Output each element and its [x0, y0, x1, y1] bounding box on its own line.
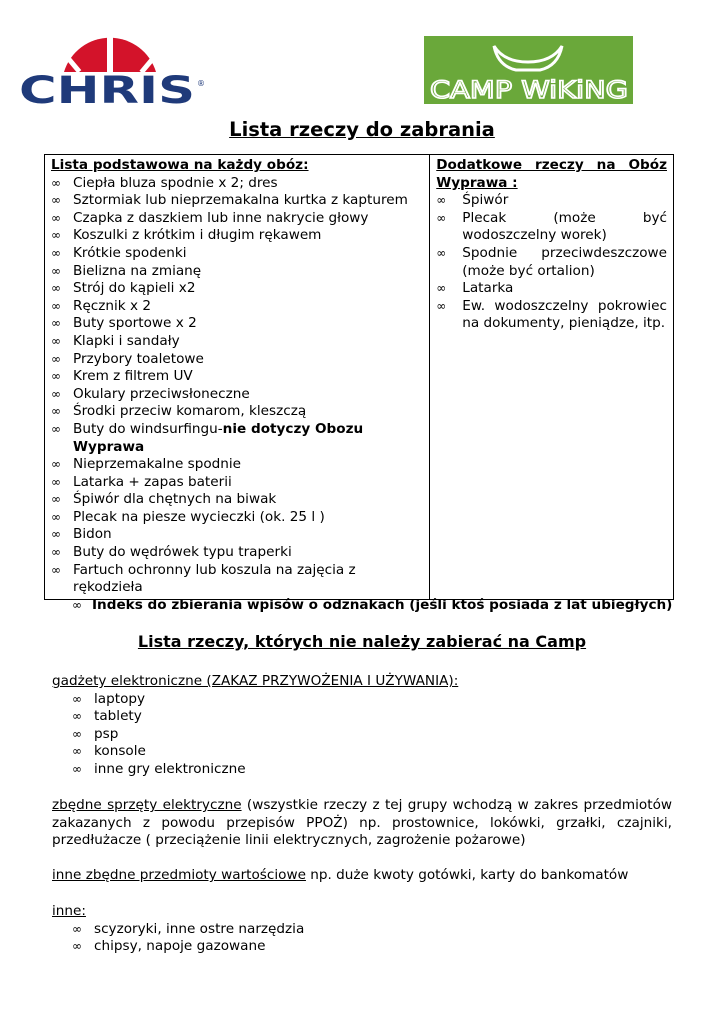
infinity-bullet-icon: ∞	[72, 761, 82, 776]
list-item: ∞ psp	[72, 725, 119, 742]
list-item: ∞ Fartuch ochronny lub koszula na zajęcia z rękodzieła	[51, 561, 356, 596]
other-list	[72, 921, 672, 956]
basic-list-cell	[45, 155, 430, 600]
infinity-bullet-icon: ∞	[51, 175, 61, 190]
infinity-bullet-icon: ∞	[436, 210, 447, 225]
list-item: ∞ Ew. wodoszczelny pokrowiec na dokumenty, pieniądze, itp.	[436, 297, 667, 332]
list-item: ∞ tablety	[72, 708, 142, 725]
infinity-bullet-icon: ∞	[51, 351, 61, 366]
list-item: ∞ Klapki i sandały	[51, 332, 180, 349]
infinity-bullet-icon: ∞	[436, 281, 447, 296]
infinity-bullet-icon: ∞	[51, 193, 61, 208]
infinity-bullet-icon: ∞	[51, 404, 61, 419]
infinity-bullet-icon: ∞	[51, 527, 61, 542]
section-subtitle: Lista rzeczy, których nie należy zabierać na Camp	[137, 632, 587, 651]
registered-mark: ®	[197, 79, 205, 88]
list-item: ∞ Przybory toaletowe	[51, 350, 204, 367]
list-item: ∞ laptopy	[72, 690, 146, 707]
infinity-bullet-icon: ∞	[72, 744, 82, 759]
items-table	[44, 154, 674, 600]
electronics-section	[52, 673, 672, 779]
infinity-bullet-icon: ∞	[51, 562, 61, 577]
camp-logo-text: CAMP WiKiNG	[430, 76, 628, 104]
list-item: ∞ inne gry elektroniczne	[72, 760, 246, 777]
electrical-heading: zbędne sprzęty elektryczne	[52, 797, 242, 813]
list-item: ∞ scyzoryki, inne ostre narzędzia	[72, 920, 305, 937]
extra-list-cell	[430, 155, 674, 600]
infinity-bullet-icon: ∞	[51, 333, 61, 348]
infinity-bullet-icon: ∞	[72, 598, 82, 612]
infinity-bullet-icon: ∞	[72, 709, 82, 724]
infinity-bullet-icon: ∞	[51, 298, 61, 313]
infinity-bullet-icon: ∞	[51, 545, 61, 560]
other-section	[52, 903, 672, 956]
basic-list	[51, 175, 423, 597]
list-item: ∞ Nieprzemakalne spodnie	[51, 456, 242, 473]
list-item: ∞ Ciepła bluza spodnie x 2; dres	[51, 174, 278, 191]
list-item: ∞ konsole	[72, 743, 146, 760]
infinity-bullet-icon: ∞	[51, 281, 61, 296]
chris-logo-text: CHRIS	[19, 69, 195, 110]
infinity-bullet-icon: ∞	[51, 386, 61, 401]
infinity-bullet-icon: ∞	[51, 369, 61, 384]
list-item-windsurf: ∞ Buty do windsurfingu-nie dotyczy Obozu Wyprawa	[51, 420, 364, 455]
infinity-bullet-icon: ∞	[436, 193, 447, 208]
valuables-text: np. duże kwoty gotówki, karty do bankomatów	[305, 867, 629, 883]
extra-list-heading: Dodatkowe rzeczy na Obóz Wyprawa :	[436, 157, 667, 191]
list-item: ∞ Sztormiak lub nieprzemakalna kurtka z kapturem	[51, 192, 408, 209]
list-item: ∞ Spodnie przeciwdeszczowe (może być ortalion)	[436, 244, 667, 279]
electrical-text: (wszystkie rzeczy z tej grupy wchodzą w zakres przedmiotów zakazanych z powodu przepisów PPOŻ) np. prostownice, lokówki, grzałki, czajniki, przedłużacze ( przeciążenie linii elektrycznych, zagrożenie pożarowe)	[52, 797, 673, 849]
infinity-bullet-icon: ∞	[51, 492, 61, 507]
list-item: ∞ Koszulki z krótkim i długim rękawem	[51, 227, 322, 244]
infinity-bullet-icon: ∞	[51, 316, 61, 331]
list-item: ∞ Strój do kąpieli x2	[51, 280, 196, 297]
list-item: ∞ Bidon	[51, 526, 112, 543]
infinity-bullet-icon: ∞	[436, 245, 447, 260]
list-item: ∞ Plecak na piesze wycieczki (ok. 25 l )	[51, 508, 325, 525]
chris-logo	[17, 30, 207, 110]
list-item: ∞ Buty sportowe x 2	[51, 315, 197, 332]
indeks-note: ∞ Indeks do zbierania wpisów o odznakach (jeśli ktoś posiada z lat ubiegłych)	[72, 597, 673, 613]
list-item: ∞ Śpiwór dla chętnych na biwak	[51, 491, 277, 508]
list-item: ∞ Czapka z daszkiem lub inne nakrycie głowy	[51, 209, 369, 226]
infinity-bullet-icon: ∞	[72, 726, 82, 741]
electronics-list	[72, 691, 672, 779]
infinity-bullet-icon: ∞	[51, 263, 61, 278]
list-item: ∞ Okulary przeciwsłoneczne	[51, 385, 250, 402]
other-heading: inne:	[52, 903, 86, 919]
infinity-bullet-icon: ∞	[51, 245, 61, 260]
list-item: ∞ chipsy, napoje gazowane	[72, 938, 266, 955]
electrical-section	[52, 797, 672, 850]
extra-list	[436, 192, 667, 333]
infinity-bullet-icon: ∞	[72, 939, 82, 954]
list-item: ∞ Latarka + zapas baterii	[51, 473, 232, 490]
valuables-section	[52, 867, 672, 885]
list-item: ∞ Krem z filtrem UV	[51, 368, 193, 385]
list-item: ∞ Środki przeciw komarom, kleszczą	[51, 403, 307, 420]
list-item: ∞ Bielizna na zmianę	[51, 262, 202, 279]
infinity-bullet-icon: ∞	[72, 921, 82, 936]
infinity-bullet-icon: ∞	[51, 509, 61, 524]
basic-list-heading: Lista podstawowa na każdy obóz:	[51, 157, 309, 173]
list-item: ∞ Śpiwór	[436, 192, 509, 209]
infinity-bullet-icon: ∞	[51, 210, 61, 225]
page-title: Lista rzeczy do zabrania	[229, 118, 495, 141]
electronics-heading: gadżety elektroniczne (ZAKAZ PRZYWOŻENIA I UŻYWANIA):	[52, 673, 459, 689]
camp-wiking-logo	[424, 36, 633, 104]
infinity-bullet-icon: ∞	[436, 298, 447, 313]
list-item: ∞ Latarka	[436, 280, 514, 297]
infinity-bullet-icon: ∞	[51, 457, 61, 472]
valuables-heading: inne zbędne przedmioty wartościowe	[52, 867, 306, 883]
infinity-bullet-icon: ∞	[51, 228, 61, 243]
list-item: ∞ Plecak (może być wodoszczelny worek)	[436, 209, 667, 244]
windsurf-note: nie dotyczy Obozu Wyprawa	[73, 420, 364, 455]
list-item: ∞ Krótkie spodenki	[51, 244, 187, 261]
infinity-bullet-icon: ∞	[72, 691, 82, 706]
list-item: ∞ Ręcznik x 2	[51, 297, 152, 314]
infinity-bullet-icon: ∞	[51, 421, 61, 436]
list-item: ∞ Buty do wędrówek typu traperki	[51, 544, 292, 561]
infinity-bullet-icon: ∞	[51, 474, 61, 489]
